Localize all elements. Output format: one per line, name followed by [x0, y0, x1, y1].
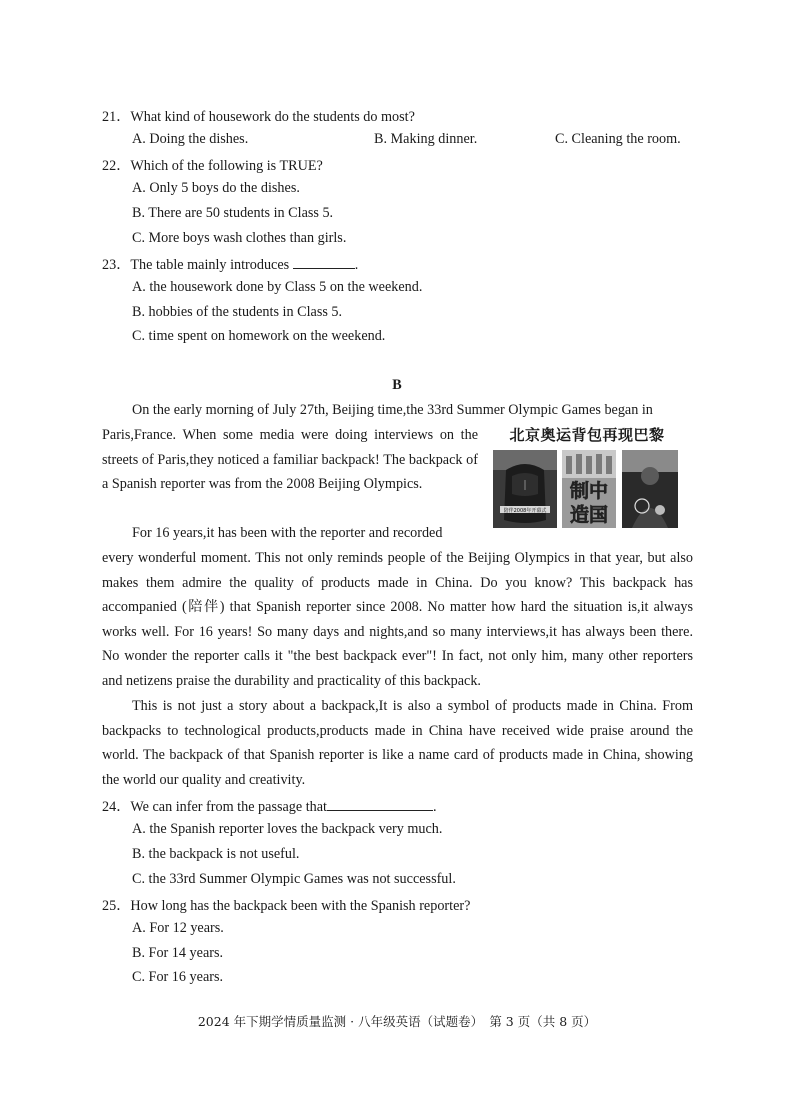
photo-small-text: 陪伴2008年开幕式: [503, 508, 547, 514]
option-a[interactable]: A. the housework done by Class 5 on the weekend.: [132, 279, 423, 295]
option-a[interactable]: A. Doing the dishes.: [132, 131, 249, 147]
question-text: The table mainly introduces: [130, 257, 290, 273]
question-number: 24．: [102, 799, 131, 815]
option-a[interactable]: A. For 12 years.: [132, 920, 224, 936]
question-22: [102, 155, 323, 175]
page-footer: 2024 年下期学情质量监测 · 八年级英语（试题卷） 第 3 页（共 8 页）: [197, 1014, 597, 1029]
option-b[interactable]: B. There are 50 students in Class 5.: [132, 205, 334, 221]
passage-paragraph-2-line-1: For 16 years,it has been with the reporter and recorded: [132, 525, 443, 541]
question-25: [102, 895, 470, 915]
question-text: Which of the following is TRUE?: [130, 158, 323, 174]
option-b[interactable]: B. For 14 years.: [132, 945, 224, 961]
question-text-end: .: [354, 257, 359, 273]
question-number: 25．: [102, 898, 131, 914]
question-number: 23．: [102, 257, 131, 273]
question-21: [102, 106, 415, 126]
question-23: [102, 254, 358, 274]
question-text: What kind of housework do the students do most?: [130, 109, 415, 125]
photo-caption-line-2: 造国: [569, 504, 609, 526]
question-number: 22．: [102, 158, 131, 174]
answer-blank[interactable]: [327, 798, 433, 811]
option-c[interactable]: C. More boys wash clothes than girls.: [132, 230, 347, 246]
option-c[interactable]: C. the 33rd Summer Olympic Games was not successful.: [132, 871, 456, 887]
passage-paragraph-3: This is not just a story about a backpack,It is also a symbol of products made in China. From backpacks to technological products,products made in China have received wide praise around the world. The backpack of that Spanish reporter is like a name card of products made in China, showing the world our quality and creativity.: [102, 698, 693, 788]
question-text: How long has the backpack been with the Spanish reporter?: [130, 898, 471, 914]
photo-collage: [492, 450, 682, 530]
news-photo: [492, 424, 682, 532]
passage-paragraph-1-line-1: On the early morning of July 27th, Beijing time,the 33rd Summer Olympic Games began in: [132, 402, 653, 418]
question-text-end: .: [433, 799, 437, 815]
answer-blank[interactable]: [293, 256, 355, 269]
passage-paragraph-2-rest: every wonderful moment. This not only reminds people of the Beijing Olympics in that year, but also makes them admire the quality of products made in China. Do you know? This backpack has accompanied (陪伴) that Spanish reporter since 2008. No matter how hard the situation is,it always works well. For 16 years! So many days and nights,and so many interviews,it has always been there. No wonder the reporter calls it "the best backpack ever"! In fact, not only him, many other reporters and netizens praise the durability and practicality of this backpack.: [102, 550, 693, 689]
option-b[interactable]: B. hobbies of the students in Class 5.: [132, 304, 343, 320]
option-c[interactable]: C. For 16 years.: [132, 969, 224, 985]
photo-caption-line-1: 制中: [569, 480, 609, 502]
section-label: B: [392, 377, 402, 393]
question-number: 21．: [102, 109, 131, 125]
option-b[interactable]: B. Making dinner.: [374, 131, 478, 147]
option-b[interactable]: B. the backpack is not useful.: [132, 846, 300, 862]
option-c[interactable]: C. time spent on homework on the weekend.: [132, 328, 386, 344]
question-24: [102, 796, 437, 816]
passage-paragraph-1-rest: Paris,France. When some media were doing interviews on the streets of Paris,they noticed a familiar backpack! The backpack of a Spanish reporter was from the 2008 Beijing Olympics.: [102, 427, 478, 493]
option-a[interactable]: A. Only 5 boys do the dishes.: [132, 180, 300, 196]
option-a[interactable]: A. the Spanish reporter loves the backpack very much.: [132, 821, 443, 837]
question-21-options: [132, 131, 692, 151]
option-c[interactable]: C. Cleaning the room.: [555, 131, 681, 147]
photo-title: 北京奥运背包再现巴黎: [509, 426, 665, 444]
question-text: We can infer from the passage that: [130, 799, 327, 815]
